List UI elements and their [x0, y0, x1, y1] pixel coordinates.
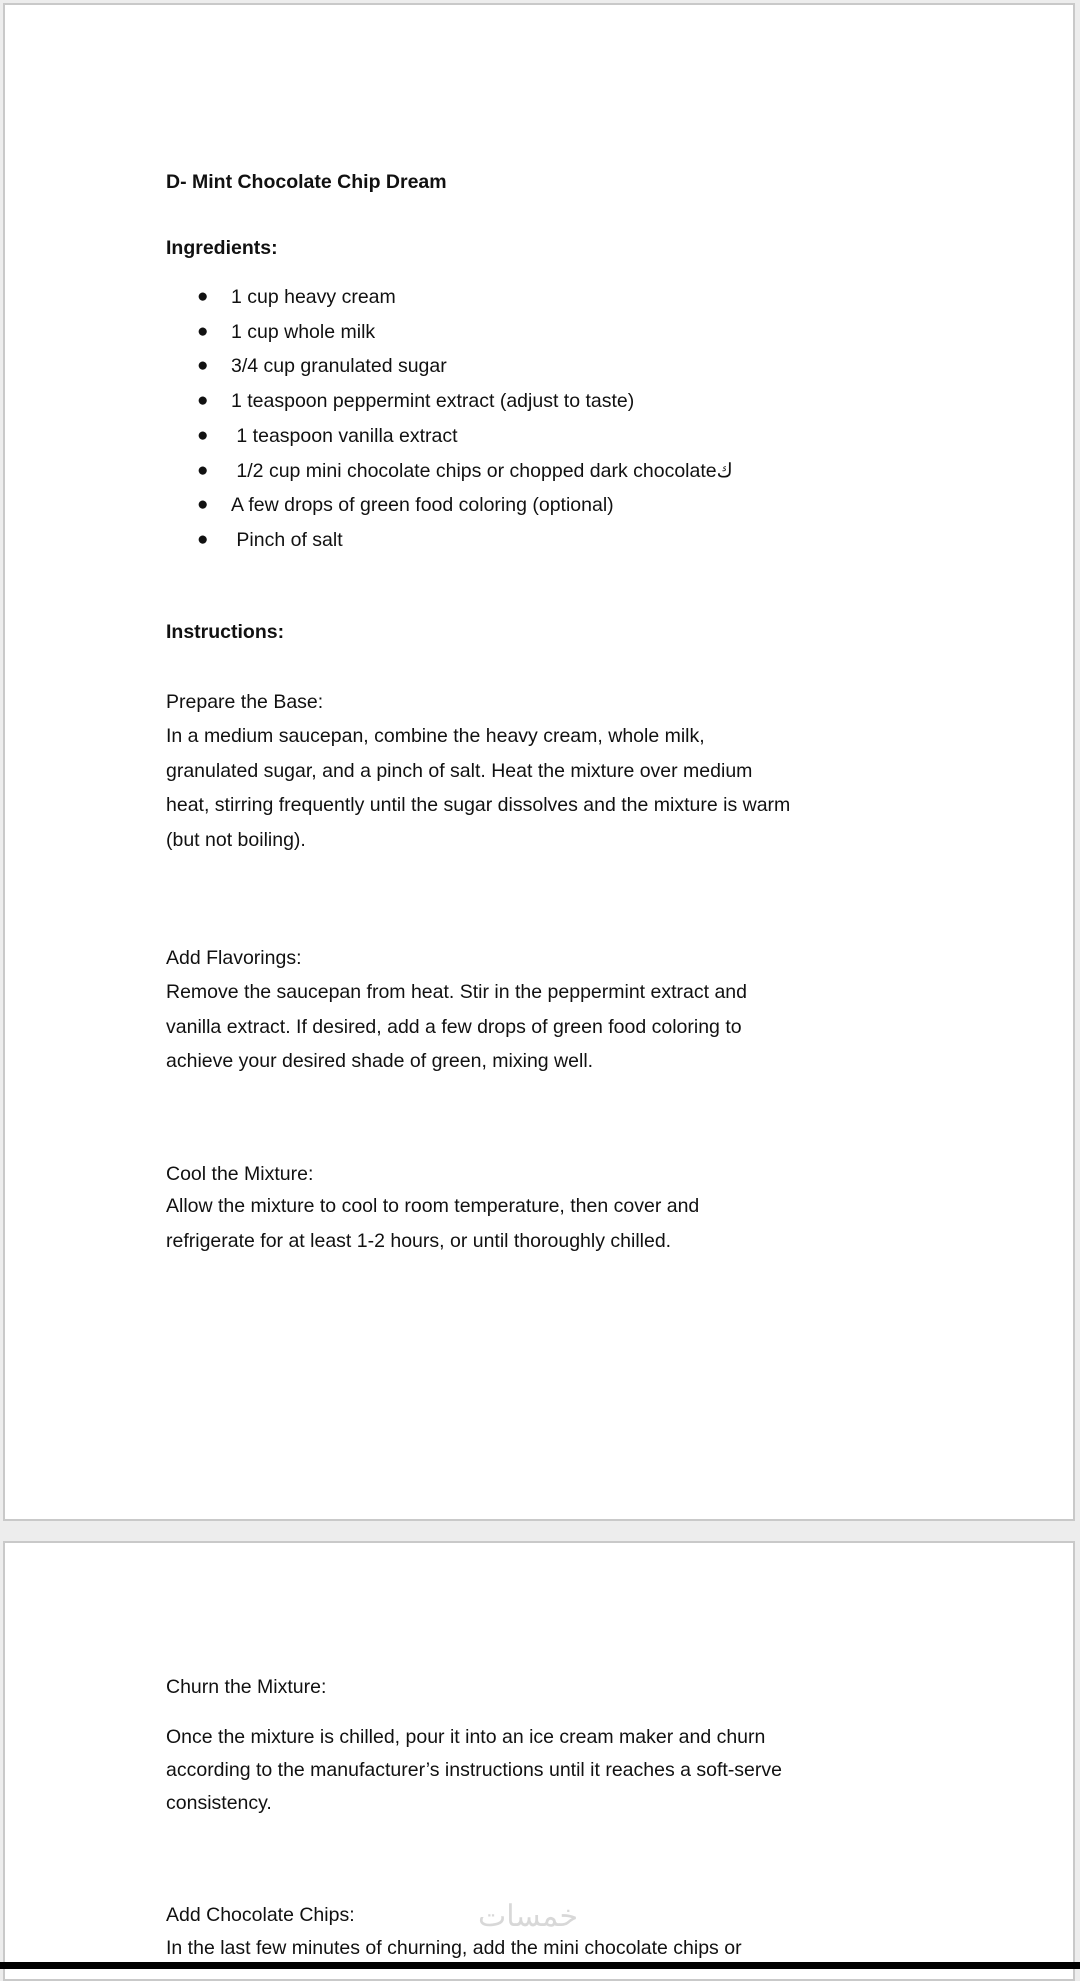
step-text-line: granulated sugar, and a pinch of salt. Heat the mixture over medium [166, 759, 753, 782]
ingredient-item: 1/2 cup mini chocolate chips or chopped dark chocolateك [231, 459, 733, 482]
step-text-line: Once the mixture is chilled, pour it into an ice cream maker and churn [166, 1726, 766, 1748]
step-heading: Churn the Mixture: [166, 1676, 327, 1698]
step-text-line: Allow the mixture to cool to room temperature, then cover and [166, 1195, 700, 1217]
step-heading: Cool the Mixture: [166, 1163, 314, 1185]
bullet-icon: ● [197, 320, 209, 342]
step-text-line: vanilla extract. If desired, add a few drops of green food coloring to [166, 1015, 742, 1038]
bullet-icon: ● [197, 494, 209, 516]
bullet-icon: ● [197, 528, 209, 550]
ingredient-item: 1 teaspoon vanilla extract [231, 424, 458, 447]
ingredient-item: A few drops of green food coloring (optional) [231, 494, 614, 517]
step-text-line: achieve your desired shade of green, mixing well. [166, 1050, 594, 1072]
bullet-icon: ● [197, 286, 209, 307]
ingredient-item: 1 cup whole milk [231, 320, 376, 343]
watermark-logo: خمسات [478, 1900, 579, 1933]
step-heading: Add Chocolate Chips: [166, 1904, 355, 1926]
step-heading: Add Flavorings: [166, 947, 302, 969]
ingredients-heading: Ingredients: [166, 237, 278, 259]
step-text-line: heat, stirring frequently until the sugar dissolves and the mixture is warm [166, 794, 791, 817]
step-text-line: consistency. [166, 1792, 272, 1814]
ingredient-item: 3/4 cup granulated sugar [231, 355, 447, 378]
bullet-icon: ● [197, 424, 209, 446]
step-text-line: In a medium saucepan, combine the heavy cream, whole milk, [166, 725, 705, 747]
recipe-title: D- Mint Chocolate Chip Dream [166, 171, 447, 193]
step-text-line: (but not boiling). [166, 829, 306, 852]
step-text-line: In the last few minutes of churning, add the mini chocolate chips or [166, 1937, 742, 1959]
bullet-icon: ● [197, 355, 209, 377]
step-text-line: Remove the saucepan from heat. Stir in the peppermint extract and [166, 981, 747, 1003]
ingredient-item: Pinch of salt [231, 528, 343, 551]
bullet-icon: ● [197, 390, 209, 412]
step-heading: Prepare the Base: [166, 691, 324, 713]
step-text-line: refrigerate for at least 1-2 hours, or until thoroughly chilled. [166, 1230, 672, 1252]
ingredient-item: 1 cup heavy cream [231, 286, 396, 308]
bullet-icon: ● [197, 459, 209, 481]
ingredient-item: 1 teaspoon peppermint extract (adjust to taste) [231, 390, 635, 413]
instructions-heading: Instructions: [166, 621, 285, 643]
step-text-line: according to the manufacturer’s instructions until it reaches a soft-serve [166, 1759, 782, 1781]
bottom-bar [0, 1962, 1080, 1969]
